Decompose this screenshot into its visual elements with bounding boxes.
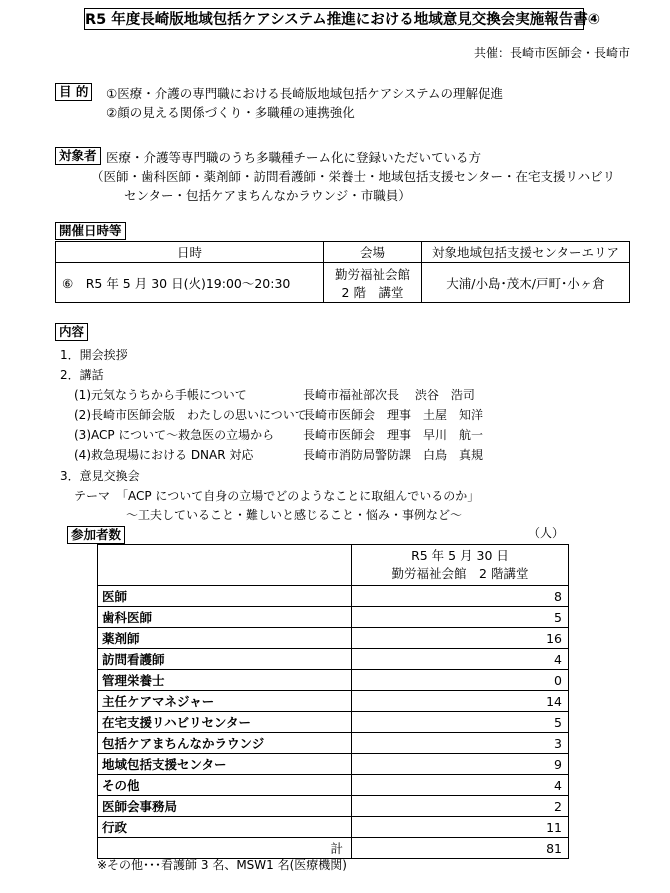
participants-header-blank bbox=[98, 545, 352, 586]
organizer: 共催：長崎市医師会・長崎市 bbox=[473, 46, 630, 60]
exchange-theme-sub: ～工夫していること・難しいと感じること・悩み・事例など～ bbox=[126, 508, 463, 522]
row-name: 歯科医師 bbox=[98, 607, 352, 628]
row-count: 4 bbox=[352, 775, 569, 796]
row-name: 医師 bbox=[98, 586, 352, 607]
row-count: 5 bbox=[352, 712, 569, 733]
purpose-item-2: ②顔の見える関係づくり・多職種の連携強化 bbox=[106, 105, 355, 120]
table-row bbox=[98, 649, 569, 670]
row-name: 地域包括支援センター bbox=[98, 754, 352, 775]
report-title: R5 年度長崎版地域包括ケアシステム推進における地域意見交換会実施報告書④ bbox=[84, 8, 584, 30]
row-count: 9 bbox=[352, 754, 569, 775]
total-count: 81 bbox=[352, 838, 569, 859]
section-exchange: 3．意見交換会 bbox=[60, 469, 140, 483]
table-row bbox=[98, 670, 569, 691]
table-row bbox=[98, 754, 569, 775]
talk-speaker-1: 長崎市福祉部次長 渋谷 浩司 bbox=[303, 388, 475, 402]
row-count: 3 bbox=[352, 733, 569, 754]
row-name: 在宅支援リハビリセンター bbox=[98, 712, 352, 733]
participants-unit: （人） bbox=[528, 526, 565, 540]
venue-line-2: 2 階 講堂 bbox=[341, 284, 404, 300]
row-name: 医師会事務局 bbox=[98, 796, 352, 817]
table-row bbox=[98, 712, 569, 733]
table-row bbox=[98, 607, 569, 628]
row-count: 16 bbox=[352, 628, 569, 649]
table-row bbox=[98, 817, 569, 838]
exchange-theme: テーマ 「ACP について自身の立場でどのようなことに取組んでいるのか」 bbox=[74, 489, 480, 503]
section-opening: 1．開会挨拶 bbox=[60, 348, 128, 362]
section-talks: 2．講話 bbox=[60, 368, 104, 382]
row-name: 訪問看護師 bbox=[98, 649, 352, 670]
talk-topic-4: (4)救急現場における DNAR 対応 bbox=[74, 448, 254, 462]
talk-speaker-3: 長崎市医師会 理事 早川 航一 bbox=[303, 428, 484, 442]
table-row bbox=[98, 586, 569, 607]
participants-header-event bbox=[352, 545, 569, 586]
target-line-1: 医療・介護等専門職のうち多職種チーム化に登録いただいている方 bbox=[106, 150, 482, 165]
participants-note: ※その他･･･看護師 3 名、MSW1 名(医療機関) bbox=[97, 858, 347, 872]
row-count: 0 bbox=[352, 670, 569, 691]
row-name: 包括ケアまちんなかラウンジ bbox=[98, 733, 352, 754]
purpose-item-1: ①医療・介護の専門職における長崎版地域包括ケアシステムの理解促進 bbox=[106, 86, 503, 101]
table-row bbox=[98, 628, 569, 649]
schedule-datetime: ⑥ R5 年 5 月 30 日(火)19:00～20:30 bbox=[56, 263, 324, 303]
row-name: 管理栄養士 bbox=[98, 670, 352, 691]
talk-topic-2: (2)長崎市医師会版 わたしの思いについて bbox=[74, 408, 307, 422]
schedule-header-datetime: 日時 bbox=[56, 242, 324, 263]
talk-speaker-2: 長崎市医師会 理事 土屋 知洋 bbox=[303, 408, 484, 422]
schedule-header-venue: 会場 bbox=[324, 242, 422, 263]
participants-header-venue: 勤労福祉会館 2 階講堂 bbox=[391, 566, 529, 581]
schedule-table bbox=[55, 241, 630, 303]
venue-line-1: 勤労福祉会館 bbox=[334, 266, 410, 282]
row-count: 2 bbox=[352, 796, 569, 817]
row-count: 8 bbox=[352, 586, 569, 607]
target-line-2: （医師・歯科医師・薬剤師・訪問看護師・栄養士・地域包括支援センター・在宅支援リハビリ bbox=[91, 169, 616, 184]
table-row bbox=[98, 733, 569, 754]
row-count: 5 bbox=[352, 607, 569, 628]
row-name: 主任ケアマネジャー bbox=[98, 691, 352, 712]
row-name: その他 bbox=[98, 775, 352, 796]
schedule-header-area: 対象地域包括支援センターエリア bbox=[422, 242, 630, 263]
target-line-3: センター・包括ケアまちんなかラウンジ・市職員） bbox=[124, 188, 411, 203]
participants-table bbox=[97, 544, 569, 859]
total-label: 計 bbox=[98, 838, 352, 859]
participants-header-date: R5 年 5 月 30 日 bbox=[411, 548, 509, 563]
row-name: 行政 bbox=[98, 817, 352, 838]
row-count: 4 bbox=[352, 649, 569, 670]
table-row bbox=[98, 775, 569, 796]
row-count: 11 bbox=[352, 817, 569, 838]
schedule-label: 開催日時等 bbox=[55, 222, 126, 240]
row-name: 薬剤師 bbox=[98, 628, 352, 649]
talk-topic-1: (1)元気なうちから手帳について bbox=[74, 388, 247, 402]
target-label: 対象者 bbox=[55, 147, 101, 165]
schedule-venue bbox=[324, 263, 422, 303]
table-row bbox=[98, 691, 569, 712]
content-label: 内容 bbox=[55, 323, 88, 341]
talk-speaker-4: 長崎市消防局警防課 白鳥 真規 bbox=[303, 448, 484, 462]
schedule-area: 大浦/小島･茂木/戸町･小ヶ倉 bbox=[422, 263, 630, 303]
purpose-label: 目 的 bbox=[55, 83, 92, 101]
table-row bbox=[98, 796, 569, 817]
participants-label: 参加者数 bbox=[67, 526, 125, 544]
row-count: 14 bbox=[352, 691, 569, 712]
talk-topic-3: (3)ACP について～救急医の立場から bbox=[74, 428, 275, 442]
